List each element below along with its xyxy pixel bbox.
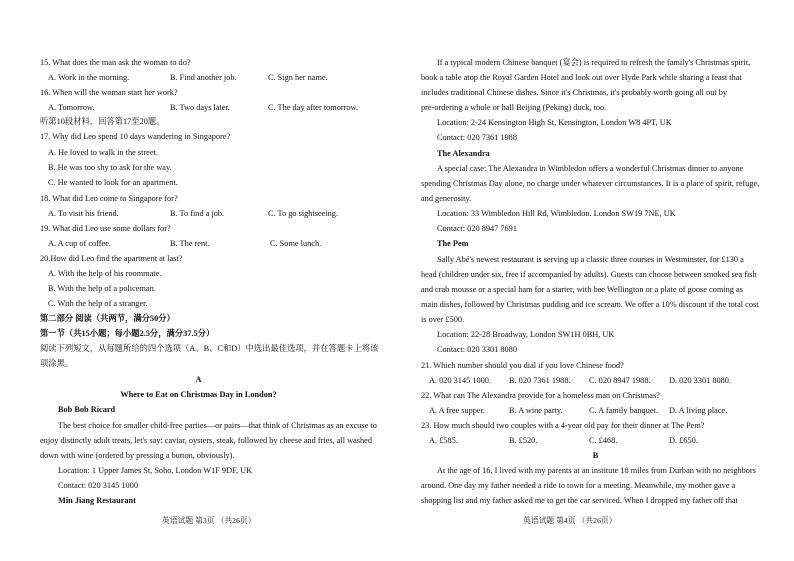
- passage-b-line-2: around. One day my father needed a ride to town for a meeting. Meanwhile, my mother gave a: [421, 481, 736, 490]
- option-23b: B. £520.: [509, 436, 538, 445]
- bob-contact: Contact: 020 3145 1000: [58, 481, 138, 490]
- minjiang-paragraph-line-3: includes traditional Chinese dishes. Since it's Christmas, it's probably worth going all out by: [421, 88, 728, 97]
- question-21: 21. Which number should you dial if you love Chinese food?: [421, 361, 624, 370]
- pem-paragraph-line-2: head (children under six, free if accompanied by adults). Guests can choose between smoked sea fish: [421, 270, 757, 279]
- bob-location: Location: 1 Upper James St, Soho, London W1F 9DF, UK: [58, 466, 253, 475]
- page-footer-right: 英语试题 第4页 （共26页）: [523, 516, 617, 525]
- exam-page-right: [397, 0, 794, 561]
- minjiang-contact: Contact: 020 7361 1988: [437, 133, 517, 142]
- alexandra-paragraph-line-2: spending Christmas Day alone, no charge under whatever circumstances. It is a place of spirit, refuge,: [421, 179, 760, 188]
- instructions-line-2: 项涂黑。: [40, 359, 74, 368]
- option-18c: C. To go sightseeing.: [268, 209, 339, 218]
- part-2-heading: 第二部分 阅读（共两节，满分50分）: [40, 314, 175, 323]
- minjiang-paragraph-line-1: If a typical modern Chinese banquet (宴会) is required to refresh the family's Christmas spirit,: [437, 58, 751, 67]
- option-16a: A. Tomorrow.: [48, 103, 95, 112]
- bob-bob-ricard-heading: Bob Bob Ricard: [58, 405, 116, 414]
- option-15a: A. Work in the morning.: [48, 73, 130, 82]
- option-21b: B. 020 7361 1988.: [509, 376, 571, 385]
- pem-paragraph-line-4: main dishes, followed by Christmas pudding and ice scream. We offer a 10% discount if the total cost: [421, 300, 759, 309]
- minjiang-location: Location: 2-24 Kensington High St, Kensington, London W8 4PT, UK: [437, 118, 672, 127]
- option-20c: C. With the help of a stranger.: [48, 299, 148, 308]
- question-17: 17. Why did Leo spend 10 days wandering in Singapore?: [40, 132, 231, 141]
- minjiang-paragraph-line-4: pre-ordering a whole or hall Beijing (Peking) duck, too.: [421, 103, 607, 112]
- option-16c: C. The day after tomorrow.: [268, 103, 359, 112]
- option-18a: A. To visit his friend.: [48, 209, 119, 218]
- question-18: 18. What did Leo come to Singapore for?: [40, 194, 178, 203]
- option-18b: B. To find a job.: [170, 209, 225, 218]
- bob-paragraph-line-2: enjoy distinctly adult treats, let's say: caviar, oysters, steak, followed by cheese and fries, all washed: [40, 436, 373, 445]
- alexandra-location: Location: 33 Wimbledon Hill Rd, Wimbledon. London SW19 7NE, UK: [437, 209, 676, 218]
- question-22: 22. What can The Alexandra provide for a homeless man on Christmas?: [421, 391, 660, 400]
- pem-contact: Contact: 020 3301 8080: [437, 345, 517, 354]
- alexandra-paragraph-line-3: and generosity.: [421, 194, 472, 203]
- option-22b: B. A wine party.: [509, 406, 563, 415]
- option-23d: D. £650.: [669, 436, 698, 445]
- option-21d: D. 020 3301 8080.: [669, 376, 731, 385]
- page-footer-left: 英语试题 第3页 （共26页）: [162, 516, 256, 525]
- option-16b: B. Two days later.: [170, 103, 230, 112]
- alexandra-contact: Contact: 020 8947 7691: [437, 224, 517, 233]
- option-23a: A. £585.: [429, 436, 458, 445]
- option-17c: C. He wanted to look for an apartment.: [48, 178, 178, 187]
- alexandra-paragraph-line-1: A special case: The Alexandra in Wimbledon offers a wonderful Christmas dinner to anyone: [437, 164, 744, 173]
- pem-paragraph-line-3: and crab mousse or a special ham for a starter, with bee Wellington or a plate of goose coming as: [421, 285, 743, 294]
- option-22a: A. A free supper.: [429, 406, 485, 415]
- pem-location: Location: 22-28 Broadway, London SW1H 0BH, UK: [437, 330, 615, 339]
- option-17b: B. He was too shy to ask for the way.: [48, 163, 172, 172]
- passage-b-line-1: At the age of 16, I lived with my parents at an institute 18 miles from Durban with no neighbors: [437, 466, 756, 475]
- option-20a: A. With the help of his roommate.: [48, 269, 162, 278]
- option-20b: B. With the help of a policeman.: [48, 284, 156, 293]
- minjiang-paragraph-line-2: book a table atop the Royal Garden Hotel and look out over Hyde Park while sharing a feast that: [421, 73, 742, 82]
- alexandra-heading: The Alexandra: [437, 149, 490, 158]
- passage-a-label: A: [195, 375, 202, 384]
- bob-paragraph-line-1: The best choice for smaller child-free parties—or pairs—that think of Christmas as an excuse to: [58, 421, 377, 430]
- passage-a-title: Where to Eat on Christmas Day in London?: [120, 390, 277, 399]
- listening-passage-note: 听第10段材料，回答第17至20题。: [40, 117, 165, 126]
- option-21a: A. 020 3145 1000.: [429, 376, 491, 385]
- section-1-heading: 第一节（共15小题；每小题2.5分，满分37.5分）: [40, 329, 215, 338]
- pem-paragraph-line-1: Sally Abé's newest restaurant is serving up a classic three courses in Westminster, for £130 a: [437, 255, 744, 264]
- bob-paragraph-line-3: down with wine (ordered by pressing a button, obviously).: [40, 451, 235, 460]
- passage-b-label: B: [592, 451, 599, 460]
- option-15c: C. Sign her name.: [268, 73, 328, 82]
- question-15: 15. What does the man ask the woman to do?: [40, 58, 191, 67]
- option-17a: A. He loved to walk in the street.: [48, 148, 158, 157]
- question-20: 20.How did Leo find the apartment at last?: [40, 254, 183, 263]
- option-22d: D. A living place.: [669, 406, 728, 415]
- option-19a: A. A cup of coffee.: [48, 239, 111, 248]
- instructions-line-1: 阅读下列短文，从每题所给的四个选项（A、B、C和D）中选出最佳选项，并在答题卡上将该: [40, 344, 379, 353]
- option-15b: B. Find another job.: [170, 73, 237, 82]
- passage-b-line-3: shopping list and my father asked me to get the car serviced. When I dropped my father off that: [421, 496, 738, 505]
- question-19: 19. What did Leo use some dollars for?: [40, 224, 171, 233]
- option-19b: B. The rent.: [170, 239, 210, 248]
- option-22c: C. A family banquet.: [589, 406, 658, 415]
- option-21c: C. 020 8947 1988.: [589, 376, 651, 385]
- pem-heading: The Pem: [437, 239, 469, 248]
- option-23c: C. £468.: [589, 436, 618, 445]
- pem-paragraph-line-5: is over £500.: [421, 315, 465, 324]
- question-23: 23. How much should two couples with a 4-year old pay for their dinner at The Pem?: [421, 421, 705, 430]
- min-jiang-heading: Min Jiang Restaurant: [58, 496, 136, 505]
- option-19c: C. Some lunch.: [270, 239, 322, 248]
- question-16: 16. When will the woman start her work?: [40, 88, 178, 97]
